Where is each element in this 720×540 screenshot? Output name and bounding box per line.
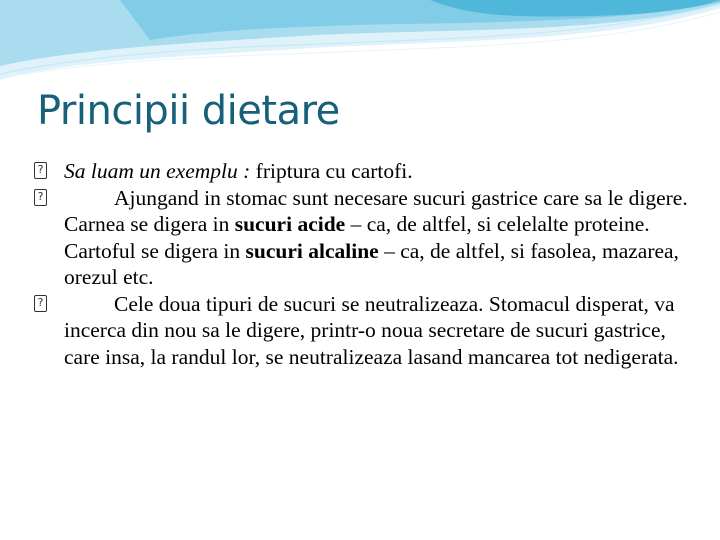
paragraph-1-italic: Sa luam un exemplu :: [64, 159, 251, 183]
bullet-glyph-icon: ?: [34, 189, 47, 206]
slide-title: Principii dietare: [37, 88, 340, 134]
bullet-glyph-icon: ?: [34, 162, 47, 179]
bullet-paragraph-2: [34, 185, 694, 291]
paragraph-3-text: Cele doua tipuri de sucuri se neutralizeaza. Stomacul disperat, va incerca din nou sa le digere, printr-o noua secretare de sucuri gastrice, care insa, la randul lor, se neutralizeaza lasand mancarea tot nedigerata.: [64, 291, 679, 369]
bullet-paragraph-3: [34, 291, 694, 371]
paragraph-2-text-3: – ca, de altfel, si fasolea, mazarea, orezul etc.: [64, 238, 679, 289]
paragraph-2-text-1: Ajungand in stomac sunt necesare sucuri gastrice care sa le digere. Carnea se digera in: [64, 185, 688, 236]
paragraph-2-bold-1: sucuri acide: [234, 212, 346, 236]
paragraph-2-bold-2: sucuri alcaline: [245, 238, 379, 263]
bullet-glyph-icon: ?: [34, 295, 47, 312]
paragraph-2-text-2: – ca, de altfel, si celelalte proteine. Cartoful se digera in: [64, 212, 650, 263]
slide-body: [34, 158, 694, 370]
paragraph-1-text: friptura cu cartofi.: [250, 159, 413, 183]
bullet-paragraph-1: [34, 158, 694, 185]
header-wave-decoration: [0, 0, 720, 90]
